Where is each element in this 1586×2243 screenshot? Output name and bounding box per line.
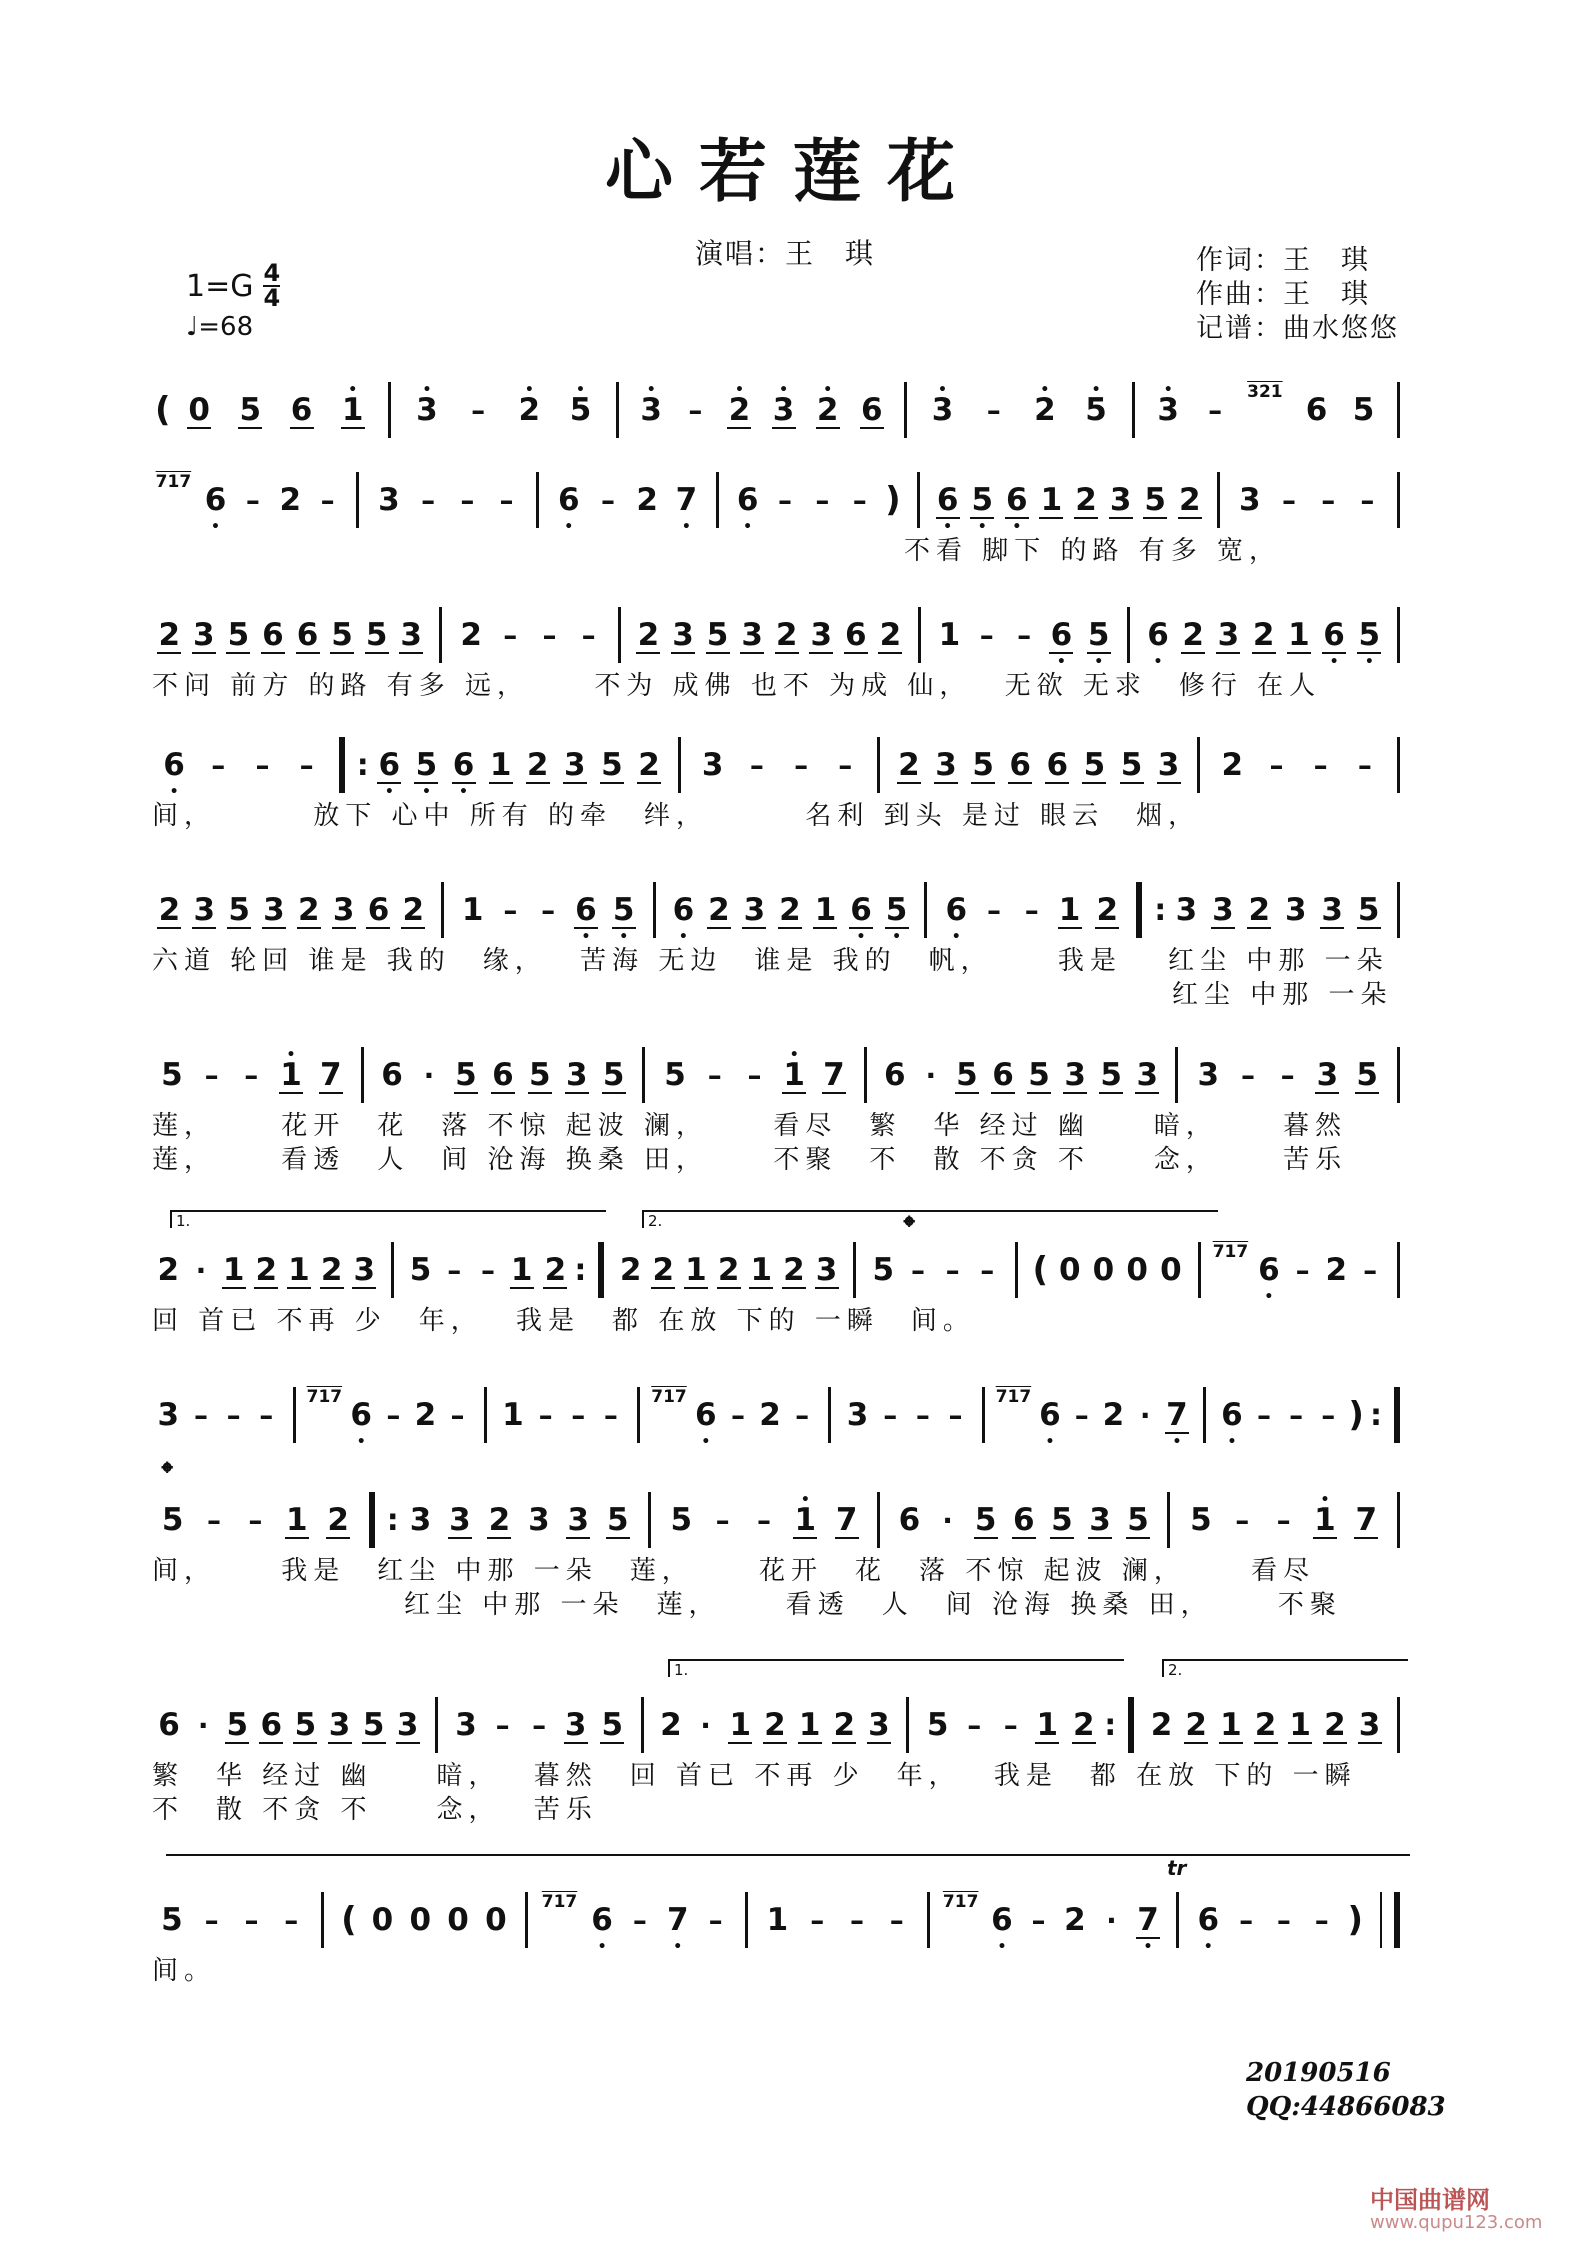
lyricist-credit: 作词：王 琪 (1196, 245, 1370, 276)
lyric-line: 不问 前方 的路 有多 远， 不为 成佛 也不 为成 仙， 无欲 无求 修行 在人 (152, 671, 1322, 701)
watermark-brand: 中国曲谱网 (1370, 2186, 1490, 2214)
footer (1246, 2056, 1446, 2124)
credits (1196, 244, 1399, 346)
system-notes: 5 – – • 1 7 6 · 5 6 5 3 5 5 – – • 1 7 6 · 5 6 5 3 5 3 3 – – 3 5 (152, 1045, 1410, 1105)
lyric-line-2: 不 散 不贪 不 念， 苦乐 (152, 1795, 598, 1825)
volta-1: 1. (170, 1210, 606, 1228)
singer-credit: 演唱：王 琪 (695, 237, 876, 270)
watermark (1370, 2186, 1543, 2233)
coda-icon: 𝄌 (904, 1210, 915, 1245)
volta-2: 2. (1162, 1659, 1408, 1677)
system-7 (152, 1210, 1410, 1336)
system-6 (152, 1045, 1410, 1173)
system-notes: 2 3 5 6 6 5 5 3 2 – – – 2 3 5 3 2 3 6 2 1 – – 6 • 5 • 6 • 2 3 2 1 6 • 5 • (152, 605, 1410, 665)
page-title: 心若莲花 (604, 132, 981, 212)
qq-contact: QQ:44866083 (1246, 2092, 1446, 2122)
lyric-line: 回 首已 不再 少 年， 我是 都 在放 下的 一瞬 间。 (152, 1306, 975, 1336)
system-notes: 6 • – – – : 6 • 5 • 6 • 1 2 3 5 2 3 – – – 2 3 5 6 6 5 5 3 2 – – – (152, 735, 1410, 795)
time-bottom: 4 (263, 284, 281, 312)
composer-credit: 作曲：王 琪 (1196, 279, 1370, 310)
system-4 (152, 735, 1410, 829)
system-5 (152, 880, 1410, 1008)
transcriber-credit: 记谱：曲水悠悠 (1196, 313, 1399, 344)
system-notes: ( 0 5 6 • 1 • 3 – • 2 • 5 • 3 – • 2 • 3 • 2 6 • 3 – • 2 • 5 • 3 – 321 6 5 (152, 380, 1410, 440)
tie-line (166, 1854, 1410, 1856)
lyric-line-2: 红尘 中那 一朵 (1172, 980, 1393, 1010)
volta-1: 1. (668, 1659, 1124, 1677)
lyric-line-2: 红尘 中那 一朵 莲， 看透 人 间 沧海 换桑 田， 不聚 (404, 1590, 1342, 1620)
key-label: 1=G (186, 268, 254, 304)
lyric-line: 繁 华 经过 幽 暗， 暮然 回 首已 不再 少 年， 我是 都 在放 下的 一瞬 (152, 1761, 1357, 1791)
system-3 (152, 605, 1410, 699)
system-11 (152, 1856, 1410, 1986)
system-1 (152, 380, 1410, 440)
key-signature (186, 259, 281, 312)
system-notes: 2 3 5 3 2 3 6 2 1 – – 6 • 5 • 6 • 2 3 2 1 6 • 5 • 6 • – – 1 2 : 3 3 2 3 3 5 (152, 880, 1410, 940)
coda-icon: 𝄌 (162, 1456, 173, 1491)
lyric-line: 不看 脚下 的路 有多 宽， (904, 536, 1282, 566)
watermark-url: www.qupu123.com (1370, 2212, 1543, 2233)
time-top: 4 (263, 259, 281, 287)
lyric-line: 间， 放下 心中 所有 的牵 绊， 名利 到头 是过 眼云 烟， (152, 801, 1201, 831)
system-notes: 717 6 • – 2 – 3 – – – 6 • – 2 7 • 6 • – – – ) 6 • 5 • 6 • 1 2 3 5 2 3 – – – (152, 470, 1410, 530)
system-notes: 3 – – – 717 6 • – 2 – 1 – – – 717 6 • – 2 – 3 – – – 717 6 • – 2 · 7 • 6 • – – – ) : (152, 1385, 1410, 1445)
system-9 (152, 1456, 1410, 1620)
system-notes: 5 – – – ( 0 0 0 0 717 6 • – 7 • – 1 – – – 717 6 • – 2 · 7 • 6 • – – – ) (152, 1890, 1410, 1950)
system-8 (152, 1385, 1410, 1450)
system-notes: 2 · 1 2 1 2 3 5 – – 1 2 : 2 2 1 2 1 2 3 5 – – – ( 0 0 0 0 717 6 • – 2 – (152, 1240, 1410, 1300)
lyric-line: 间， 我是 红尘 中那 一朵 莲， 花开 花 落 不惊 起波 澜， 看尽 (152, 1556, 1316, 1586)
lyric-line-2: 莲， 看透 人 间 沧海 换桑 田， 不聚 不 散 不贪 不 念， 苦乐 (152, 1145, 1348, 1175)
lyric-line: 间。 (152, 1956, 217, 1986)
time-signature (263, 259, 281, 312)
system-notes: 5 – – 1 2 : 3 3 2 3 3 5 5 – – • 1 7 6 · 5 6 5 3 5 5 – – • 1 7 (152, 1490, 1410, 1550)
system-10 (152, 1661, 1410, 1825)
system-2 (152, 470, 1410, 564)
trill-mark: tr (1167, 1856, 1187, 1880)
date-stamp: 20190516 (1246, 2058, 1391, 2088)
system-notes: 6 · 5 6 5 3 5 3 3 – – 3 5 2 · 1 2 1 2 3 5 – – 1 2 : 2 2 1 2 1 2 3 (152, 1695, 1410, 1755)
lyric-line: 六道 轮回 谁是 我的 缘， 苦海 无边 谁是 我的 帆， 我是 红尘 中那 一朵 (152, 946, 1389, 976)
tempo-marking: ♩=68 (186, 312, 254, 342)
lyric-line: 莲， 花开 花 落 不惊 起波 澜， 看尽 繁 华 经过 幽 暗， 暮然 (152, 1111, 1348, 1141)
volta-2: 2. (642, 1210, 1218, 1228)
